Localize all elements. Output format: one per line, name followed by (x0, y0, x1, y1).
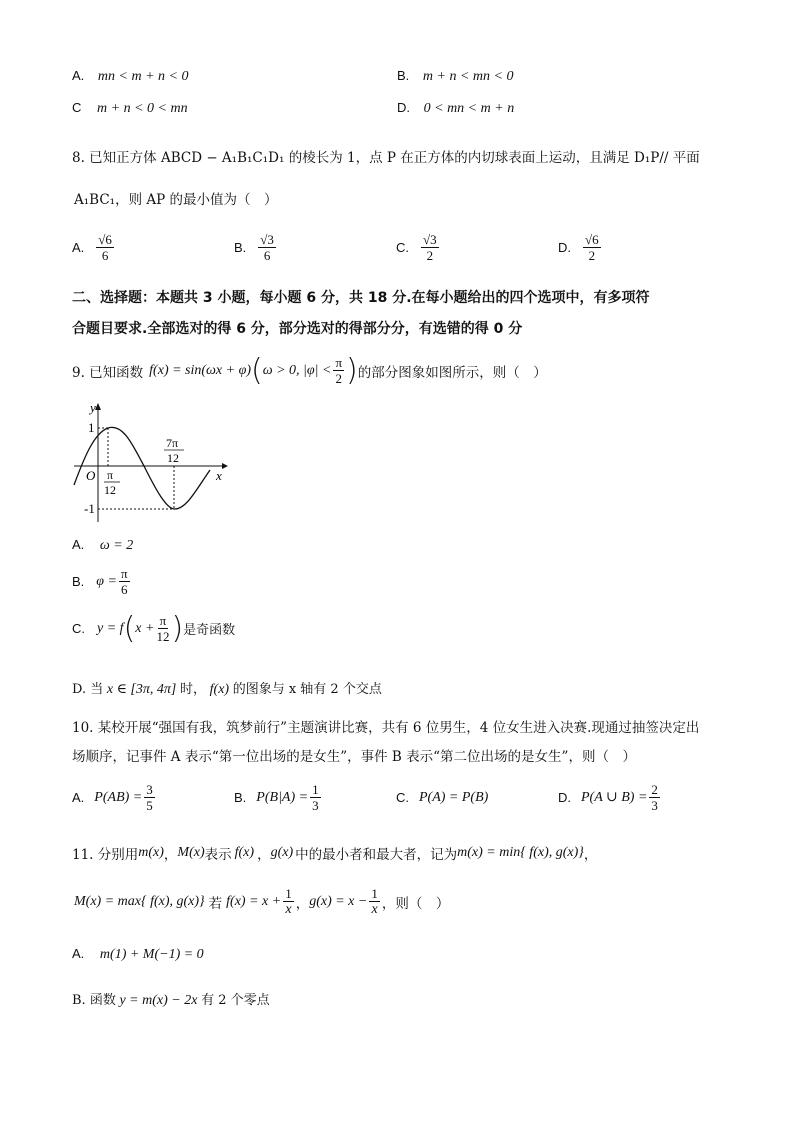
q10-option-b: B. P(B|A) = $\frac{1}{3}$ (234, 782, 319, 813)
q9-stem: 9. 已知函数 f(x) = sin(ωx + φ) ( ω > 0, |φ| < $\frac{\pi}{2}$ ) 的部分图象如图所示，则（ ） (72, 352, 547, 388)
q10-option-c: C. P(A) = P(B) (396, 789, 489, 805)
q9-option-c: C. y = f ( x + $\frac{\pi}{12}$ ) 是奇函数 (72, 610, 236, 646)
tick-7pi-num: 7π (166, 436, 179, 450)
q10-option-d: D. P(A ∪ B) = $\frac{2}{3}$ (558, 782, 658, 813)
origin-label: O (86, 468, 96, 483)
tick-1-label: 1 (88, 420, 95, 435)
q11-option-b: B. 函数 y = m(x) − 2x 有 2 个零点 (72, 993, 270, 1008)
q11-stem-line2: M(x) = max{ f(x), g(x)} 若 f(x) = x + $\frac{1}{x}$ ， g(x) = x − $\frac{1}{x}$ ，则（ ） (74, 886, 450, 917)
q7-option-a: A. mn < m + n < 0 (72, 68, 189, 84)
q10-stem-line2: 场顺序，记事件 A 表示“第一位出场的是女生”，事件 B 表示“第二位出场的是女生”，则（ ） (72, 749, 636, 765)
q7-option-b: B. m + n < mn < 0 (397, 68, 514, 84)
tick-pi-den: 12 (104, 483, 116, 497)
x-axis-arrow (222, 463, 228, 469)
tick-7pi-den: 12 (167, 451, 179, 465)
q8-option-b-fraction: $\frac{√3}{6}$ (260, 232, 274, 263)
q8-option-c-fraction: $\frac{√3}{2}$ (423, 232, 437, 263)
q7-option-a-expr: mn < m + n < 0 (97, 69, 189, 84)
q9-option-d: D. 当 x ∈ [3π, 4π] 时， f(x) 的图象与 x 轴有 2 个交点 (72, 682, 382, 697)
q8-option-a: A. $\frac{√6}{6}$ (72, 232, 112, 263)
q9-sine-graph (70, 398, 230, 526)
y-axis-arrow (95, 403, 101, 410)
x-axis-label: x (216, 468, 222, 483)
q8-options (72, 232, 712, 263)
q7-option-c-expr: m + n < 0 < mn (97, 101, 188, 116)
section2-heading-line2: 合题目要求.全部选对的得 6 分，部分选对的得部分分，有选错的得 0 分 (72, 321, 523, 337)
q10-option-a: A. P(AB) = $\frac{3}{5}$ (72, 782, 153, 813)
q9-option-a: A. ω = 2 (72, 537, 134, 553)
q7-option-b-expr: m + n < mn < 0 (422, 69, 514, 84)
q11-option-a: A. m(1) + M(−1) = 0 (72, 946, 204, 962)
q8-stem-line2: A₁BC₁，则 AP 的最小值为（ ） (74, 192, 278, 208)
q8-option-d-fraction: $\frac{√6}{2}$ (585, 232, 599, 263)
q11-stem-line1: 11. 分别用 m(x) ， M(x) 表示 f(x) ， g(x) 中的最小者和最大者，记为 m(x) = min{ f(x), g(x)} ， (72, 845, 598, 863)
q10-options (72, 782, 712, 813)
y-axis-label: y (90, 400, 96, 415)
q8-option-a-fraction: $\frac{√6}{6}$ (98, 232, 112, 263)
q7-option-d: D. 0 < mn < m + n (397, 100, 515, 116)
section2-heading-line1: 二、选择题：本题共 3 小题，每小题 6 分，共 18 分.在每小题给出的四个选项中，有多项符 (72, 290, 650, 306)
q9-option-b: B. φ = $\frac{\pi}{6}$ (72, 566, 128, 597)
q7-option-c: C m + n < 0 < mn (72, 100, 188, 116)
q8-option-b: B. $\frac{√3}{6}$ (234, 232, 274, 263)
tick-neg1-label: -1 (84, 501, 95, 516)
tick-pi-num: π (107, 468, 114, 482)
q8-option-c: C. $\frac{√3}{2}$ (396, 232, 437, 263)
q8-stem-line1: 8. 已知正方体 ABCD − A₁B₁C₁D₁ 的棱长为 1，点 P 在正方体的内切球表面上运动，且满足 D₁P// 平面 (72, 150, 700, 166)
q8-option-d: D. $\frac{√6}{2}$ (558, 232, 599, 263)
q10-stem-line1: 10. 某校开展“强国有我，筑梦前行”主题演讲比赛，共有 6 位男生，4 位女生进入决赛.现通过抽签决定出 (72, 720, 700, 736)
q7-option-d-expr: 0 < mn < m + n (423, 101, 515, 116)
